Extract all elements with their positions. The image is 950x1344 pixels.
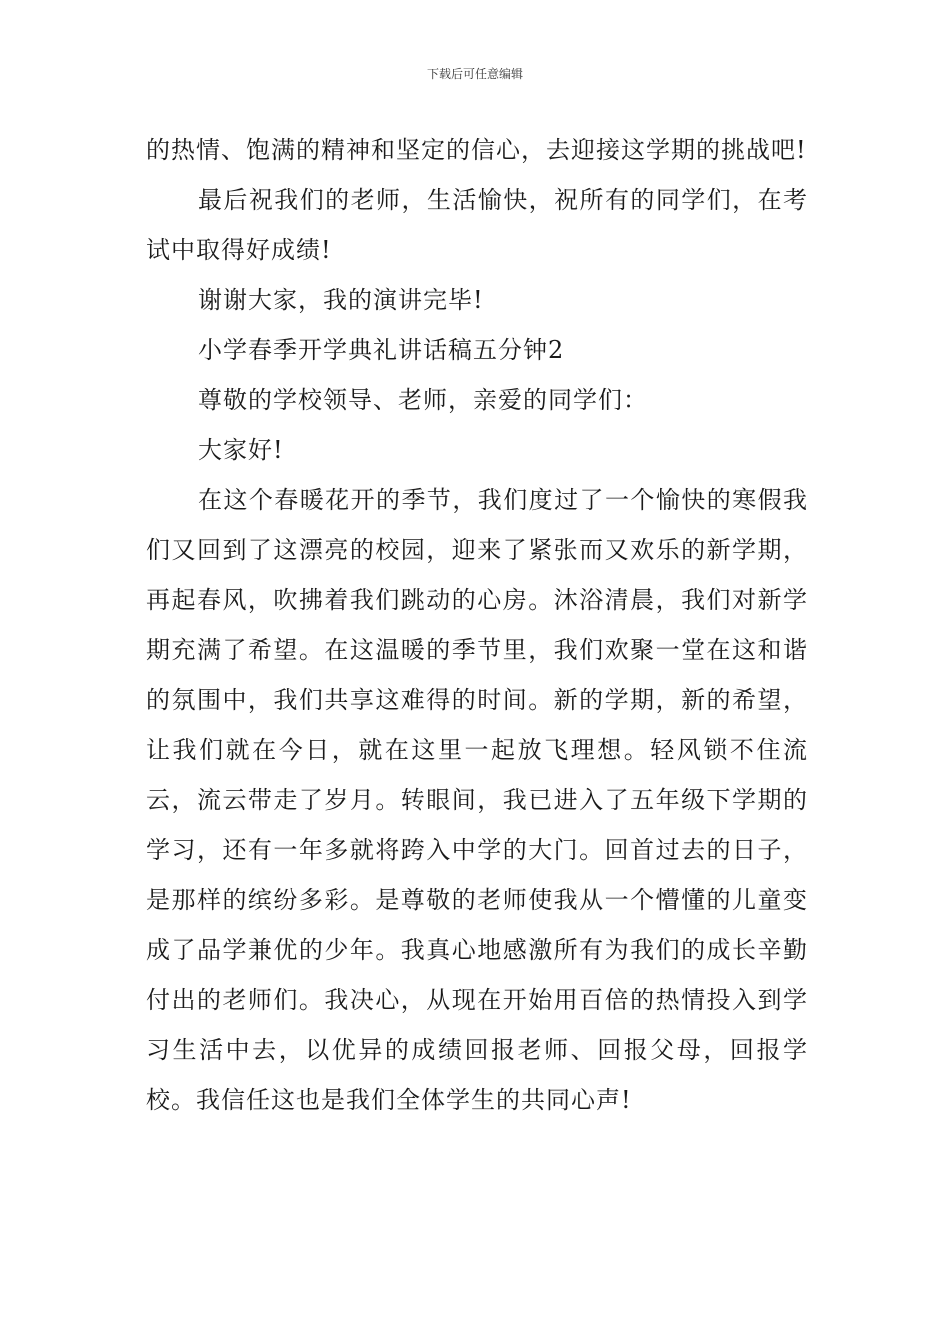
paragraph-greeting: 大家好! — [198, 436, 284, 464]
paragraph-continuation: 的热情、饱满的精神和坚定的信心，去迎接这学期的挑战吧! — [146, 136, 807, 164]
section-title: 小学春季开学典礼讲话稿五分钟2 — [198, 336, 565, 364]
paragraph-closing-wishes: 最后祝我们的老师，生活愉快，祝所有的同学们，在考试中取得好成绩! — [146, 186, 808, 264]
paragraph-main-speech: 在这个春暖花开的季节，我们度过了一个愉快的寒假我们又回到了这漂亮的校园，迎来了紧张而又欢乐的新学期，再起春风，吹拂着我们跳动的心房。沐浴清晨，我们对新学期充满了希望。在这温暖的季节里，我们欢聚一堂在这和谐的氛围中，我们共享这难得的时间。新的学期，新的希望，让我们就在今日，就在这里一起放飞理想。轻风锁不住流云，流云带走了岁月。转眼间，我已进入了五年级下学期的学习，还有一年多就将跨入中学的大门。回首过去的日子，是那样的缤纷多彩。是尊敬的老师使我从一个懵懂的儿童变成了品学兼优的少年。我真心地感激所有为我们的成长辛勤付出的老师们。我决心，从现在开始用百倍的热情投入到学习生活中去，以优异的成绩回报老师、回报父母，回报学校。我信任这也是我们全体学生的共同心声! — [146, 486, 808, 1114]
paragraph-thanks: 谢谢大家，我的演讲完毕! — [198, 286, 484, 314]
paragraph-salutation: 尊敬的学校领导、老师，亲爱的同学们： — [198, 386, 648, 414]
page-header: 下载后可任意编辑 — [426, 67, 523, 81]
document-body — [146, 125, 808, 1125]
